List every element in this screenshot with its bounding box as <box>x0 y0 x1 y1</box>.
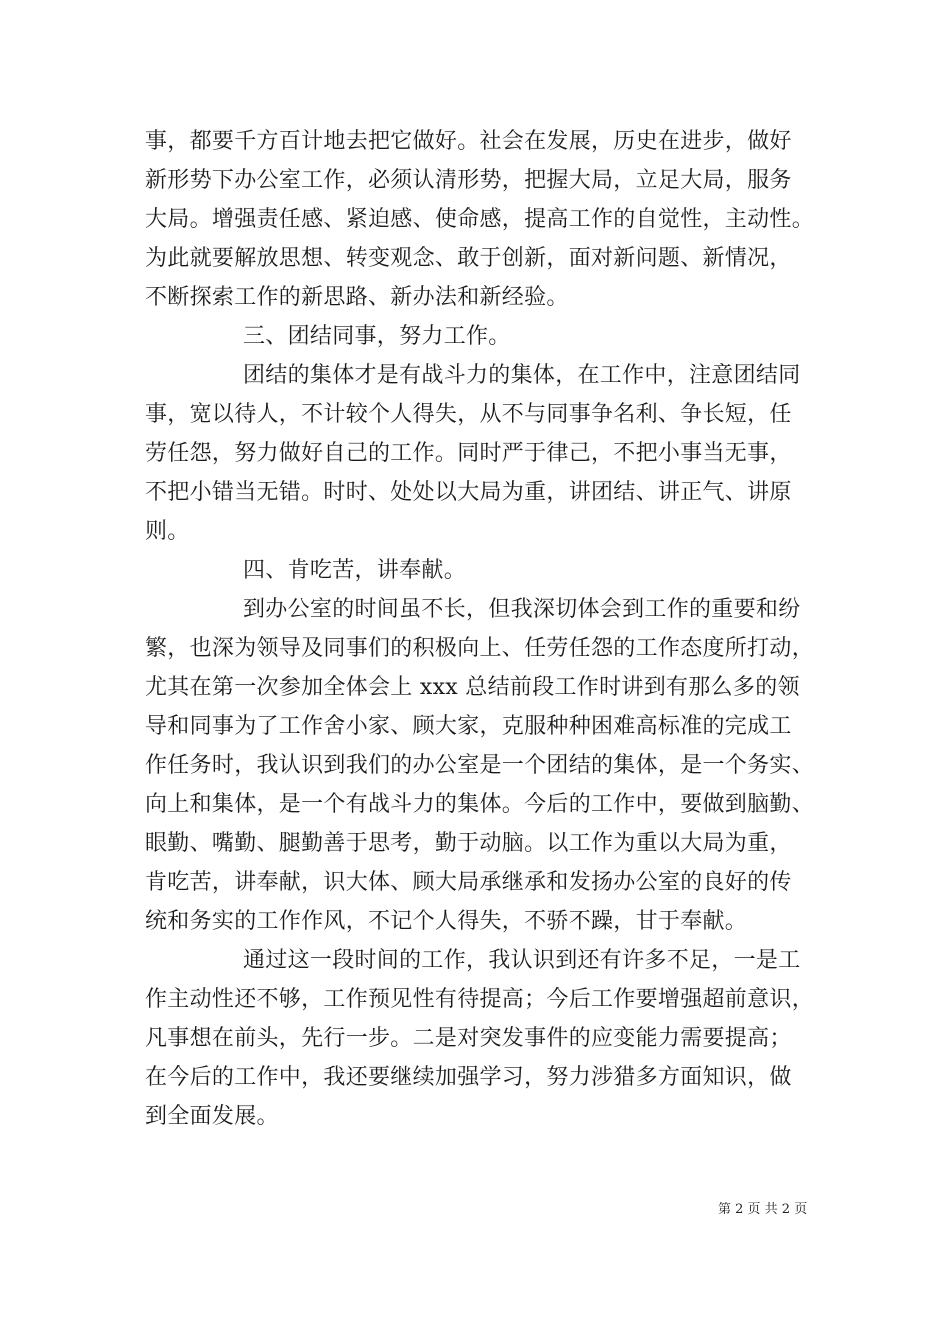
text-line: 劳任怨，努力做好自己的工作。同时严于律己，不把小事当无事， <box>145 441 792 466</box>
text-line: 眼勤、嘴勤、腿勤善于思考，勤于动脑。以工作为重以大局为重， <box>145 831 792 856</box>
text-line: 在今后的工作中，我还要继续加强学习，努力涉猎多方面知识，做 <box>145 1065 792 1090</box>
text-line: 肯吃苦，讲奉献，识大体、顾大局承继承和发扬办公室的良好的传 <box>145 870 792 895</box>
text-line: 为此就要解放思想、转变观念、敢于创新，面对新问题、新情况， <box>145 246 792 271</box>
text-line: 凡事想在前头，先行一步。二是对突发事件的应变能力需要提高； <box>145 1026 792 1051</box>
text-line: 不断探索工作的新思路、新办法和新经验。 <box>145 285 569 310</box>
text-line: 不把小错当无错。时时、处处以大局为重，讲团结、讲正气、讲原 <box>145 480 792 505</box>
text-line: 团结的集体才是有战斗力的集体，在工作中，注意团结同 <box>243 363 801 388</box>
text-line: 向上和集体，是一个有战斗力的集体。今后的工作中，要做到脑勤、 <box>145 792 815 817</box>
text-line: 统和务实的工作作风，不记个人得失，不骄不躁，甘于奉献。 <box>145 909 748 934</box>
text-line: 尤其在第一次参加全体会上 xxx 总结前段工作时讲到有那么多的领 <box>145 675 800 700</box>
text-line: 作主动性还不够，工作预见性有待提高；今后工作要增强超前意识， <box>145 987 815 1012</box>
text-line: 事，都要千方百计地去把它做好。社会在发展，历史在进步，做好 <box>145 129 792 154</box>
text-line: 大局。增强责任感、紧迫感、使命感，提高工作的自觉性，主动性。 <box>145 207 815 232</box>
text-line: 导和同事为了工作舍小家、顾大家，克服种种困难高标准的完成工 <box>145 714 792 739</box>
text-line: 繁，也深为领导及同事们的积极向上、任劳任怨的工作态度所打动， <box>145 636 815 661</box>
page-number-footer: 第 2 页 共 2 页 <box>718 1202 808 1217</box>
text-line: 新形势下办公室工作，必须认清形势，把握大局，立足大局，服务 <box>145 168 792 193</box>
text-line: 到办公室的时间虽不长，但我深切体会到工作的重要和纷 <box>243 597 801 622</box>
section-heading-4: 四、肯吃苦，讲奉献。 <box>243 558 467 583</box>
text-line: 事，宽以待人，不计较个人得失，从不与同事争名利、争长短，任 <box>145 402 792 427</box>
text-line: 到全面发展。 <box>145 1104 279 1129</box>
text-line: 作任务时，我认识到我们的办公室是一个团结的集体，是一个务实、 <box>145 753 815 778</box>
text-line: 则。 <box>145 519 190 544</box>
section-heading-3: 三、团结同事，努力工作。 <box>243 324 511 349</box>
text-line: 通过这一段时间的工作，我认识到还有许多不足，一是工 <box>243 948 801 973</box>
